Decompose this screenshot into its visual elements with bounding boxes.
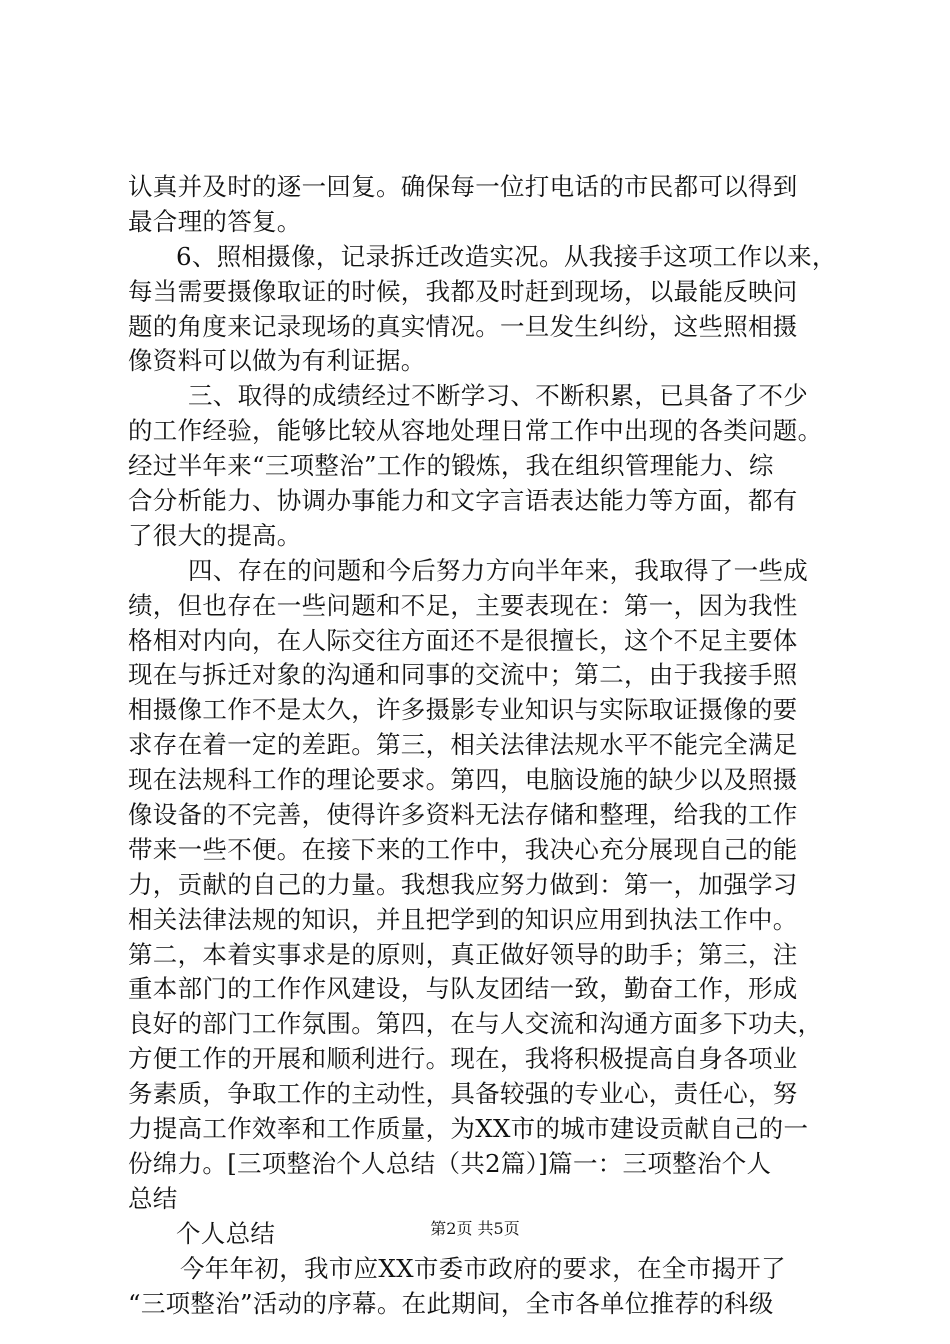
- text-line: 力，贡献的自己的力量。我想我应努力做到：第一，加强学习: [128, 869, 798, 899]
- text-line: 力提高工作效率和工作质量，为XX市的城市建设贡献自己的一: [128, 1114, 809, 1144]
- text-line: 格相对内向，在人际交往方面还不是很擅长，这个不足主要体: [128, 625, 798, 655]
- text-line: 重本部门的工作作风建设，与队友团结一致，勤奋工作，形成: [128, 974, 798, 1004]
- text-line: 认真并及时的逐一回复。确保每一位打电话的市民都可以得到: [128, 172, 798, 201]
- text-line: 每当需要摄像取证的时候，我都及时赶到现场，以最能反映问: [128, 276, 798, 306]
- text-line: 方便工作的开展和顺利进行。现在，我将积极提高自身各项业: [128, 1044, 798, 1074]
- text-line: 总结: [128, 1183, 178, 1213]
- text-line: 求存在着一定的差距。第三，相关法律法规水平不能完全满足: [128, 730, 798, 760]
- text-line: 良好的部门工作氛围。第四，在与人交流和沟通方面多下功夫，: [128, 1009, 823, 1039]
- text-line: 6、照相摄像，记录拆迁改造实况。从我接手这项工作以来，: [176, 241, 837, 271]
- text-line: 份绵力。[三项整治个人总结（共2篇）]篇一：三项整治个人: [128, 1148, 772, 1178]
- text-line: 经过半年来“三项整治”工作的锻炼，我在组织管理能力、综: [128, 451, 774, 481]
- text-line: 像资料可以做为有利证据。: [128, 346, 426, 376]
- text-line: 今年年初，我市应XX市委市政府的要求，在全市揭开了: [180, 1253, 786, 1283]
- text-line: 带来一些不便。在接下来的工作中，我决心充分展现自己的能: [128, 834, 798, 864]
- text-line: 的工作经验，能够比较从容地处理日常工作中出现的各类问题。: [128, 416, 823, 446]
- text-line: 个人总结: [176, 1218, 276, 1248]
- text-line: 绩，但也存在一些问题和不足，主要表现在：第一，因为我性: [128, 590, 798, 620]
- document-body: [128, 170, 848, 1321]
- text-line: 最合理的答复。: [128, 206, 302, 236]
- text-line: 像设备的不完善，使得许多资料无法存储和整理，给我的工作: [128, 800, 798, 830]
- text-line: 四、存在的问题和今后努力方向半年来，我取得了一些成: [188, 555, 808, 585]
- text-line: 现在与拆迁对象的沟通和同事的交流中；第二，由于我接手照: [128, 660, 798, 690]
- text-line: 现在法规科工作的理论要求。第四，电脑设施的缺少以及照摄: [128, 765, 798, 795]
- text-line: 务素质，争取工作的主动性，具备较强的专业心，责任心，努: [128, 1079, 798, 1109]
- page-footer: 第2页 共5页: [430, 1219, 520, 1238]
- text-line: 相摄像工作不是太久，许多摄影专业知识与实际取证摄像的要: [128, 695, 798, 725]
- text-line: 三、取得的成绩经过不断学习、不断积累，已具备了不少: [188, 381, 808, 411]
- text-line: 第二，本着实事求是的原则，真正做好领导的助手；第三，注: [128, 939, 798, 969]
- text-line: 相关法律法规的知识，并且把学到的知识应用到执法工作中。: [128, 904, 798, 934]
- text-line: 了很大的提高。: [128, 520, 302, 550]
- text-line: “三项整治”活动的序幕。在此期间，全市各单位推荐的科级: [128, 1288, 774, 1318]
- text-line: 题的角度来记录现场的真实情况。一旦发生纠纷，这些照相摄: [128, 311, 798, 341]
- text-line: 合分析能力、协调办事能力和文字言语表达能力等方面，都有: [128, 486, 798, 516]
